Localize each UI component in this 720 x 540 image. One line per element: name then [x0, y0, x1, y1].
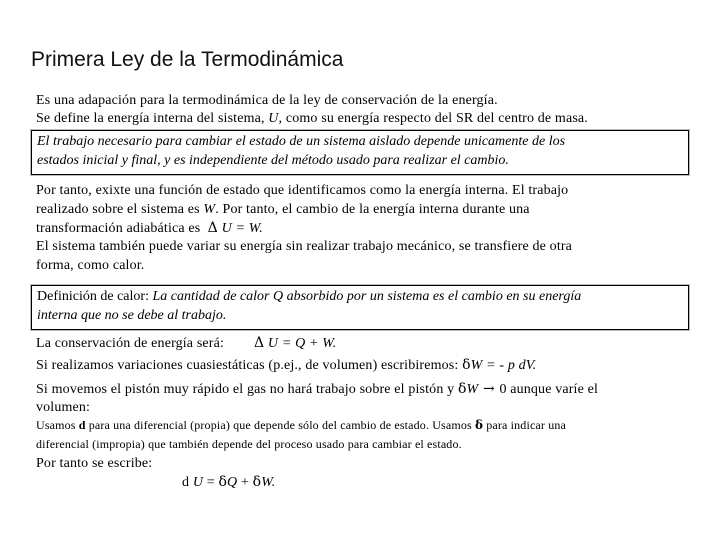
para3-line-3-b: aunque varíe el [506, 382, 599, 397]
intro-line-1: Es una adapación para la termodinámica de la ley de conservación de la energía. [36, 93, 498, 108]
small-line-2: diferencial (impropia) que también depende del proceso usado para cambiar el estado. [36, 437, 462, 451]
box2-text-1: La cantidad de calor Q absorbido por un sistema es el cambio en su energía [152, 289, 582, 304]
final-eq-w: W. [261, 475, 276, 490]
final-eq-plus: + [237, 475, 253, 490]
para3-zero: 0 [499, 382, 507, 397]
para3-line-1 [36, 334, 336, 353]
intro-line-2 [36, 110, 588, 128]
para2-line-2-a: realizado sobre el sistema es [36, 202, 204, 217]
para3-line-2-a: Si realizamos variaciones cuasiestáticas (p.ej., de volumen) escribiremos: [36, 358, 463, 373]
box1-text-1: El trabajo necesario para cambiar el estado de un sistema aislado depende unicamente de los [37, 134, 566, 149]
small-line-1-c: para indicar una [483, 418, 566, 432]
box2-line-2 [37, 307, 683, 326]
small-delta-symbol: δ [252, 474, 262, 490]
para2-line-4: El sistema también puede variar su energía sin realizar trabajo mecánico, se transfiere de otra [36, 239, 573, 254]
page-title: Primera Ley de la Termodinámica [31, 48, 344, 71]
small-symbol-d: d [78, 418, 86, 432]
para2-equation: U = W. [217, 221, 263, 236]
para3-line-3 [36, 380, 598, 399]
final-eq-d: d [182, 475, 193, 490]
final-equation [182, 473, 275, 492]
small-delta-symbol: δ [462, 357, 471, 373]
definition-box-heat [31, 285, 689, 330]
box1-text-2: estados inicial y final, y es independiente del método usado para realizar el cambio. [37, 152, 509, 168]
para2-line-2-b: . Por tanto, el cambio de la energía interna durante una [215, 202, 530, 217]
intro-symbol-u: U, [268, 111, 283, 126]
para2-line-2 [36, 201, 530, 219]
arrow-icon: → [478, 381, 500, 397]
para3-symbol-w: W [466, 382, 479, 397]
box2-label: Definición de calor: [37, 289, 153, 304]
para2-line-3-a: transformación adiabática es [36, 221, 204, 236]
final-line-1: Por tanto se escribe: [36, 456, 153, 471]
small-line-1 [36, 416, 566, 434]
small-line-1-b: para una diferencial (propia) que depende sólo del cambio de estado. Usamos [85, 418, 475, 432]
para2-line-1: Por tanto, exixte una función de estado que identificamos como la energía interna. El trabajo [36, 183, 569, 198]
statement-box-work [31, 130, 689, 175]
box1-line-2 [37, 152, 683, 171]
para2-line-3 [36, 219, 263, 238]
box1-line-1 [37, 133, 683, 152]
para3-equation-1: U = Q + W. [264, 336, 337, 351]
para3-line-1-a: La conservación de energía será: [36, 336, 225, 351]
delta-symbol: Δ [254, 335, 265, 351]
para3-line-3-a: Si movemos el pistón muy rápido el gas no hará trabajo sobre el pistón y [36, 382, 458, 397]
para2-line-5: forma, como calor. [36, 258, 145, 273]
small-delta-symbol: δ [218, 474, 228, 490]
para3-line-2 [36, 356, 536, 375]
box2-line-1 [37, 288, 683, 307]
small-delta-symbol: δ [474, 418, 484, 432]
intro-line-2-b: como su energía respecto del SR del centro de masa. [282, 111, 588, 126]
intro-line-2-a: Se define la energía interna del sistema, [36, 111, 269, 126]
final-eq-q: Q [227, 475, 238, 490]
box2-text-2: interna que no se debe al trabajo. [37, 307, 227, 323]
para2-symbol-w: W [203, 202, 216, 217]
para3-equation-2: W = - p dV. [470, 358, 537, 373]
small-line-1-a: Usamos [36, 418, 79, 432]
final-eq-u: U [192, 475, 204, 490]
delta-symbol: Δ [207, 220, 218, 236]
final-eq-equals: = [203, 475, 219, 490]
para3-line-4: volumen: [36, 400, 91, 415]
small-delta-symbol: δ [457, 381, 467, 397]
